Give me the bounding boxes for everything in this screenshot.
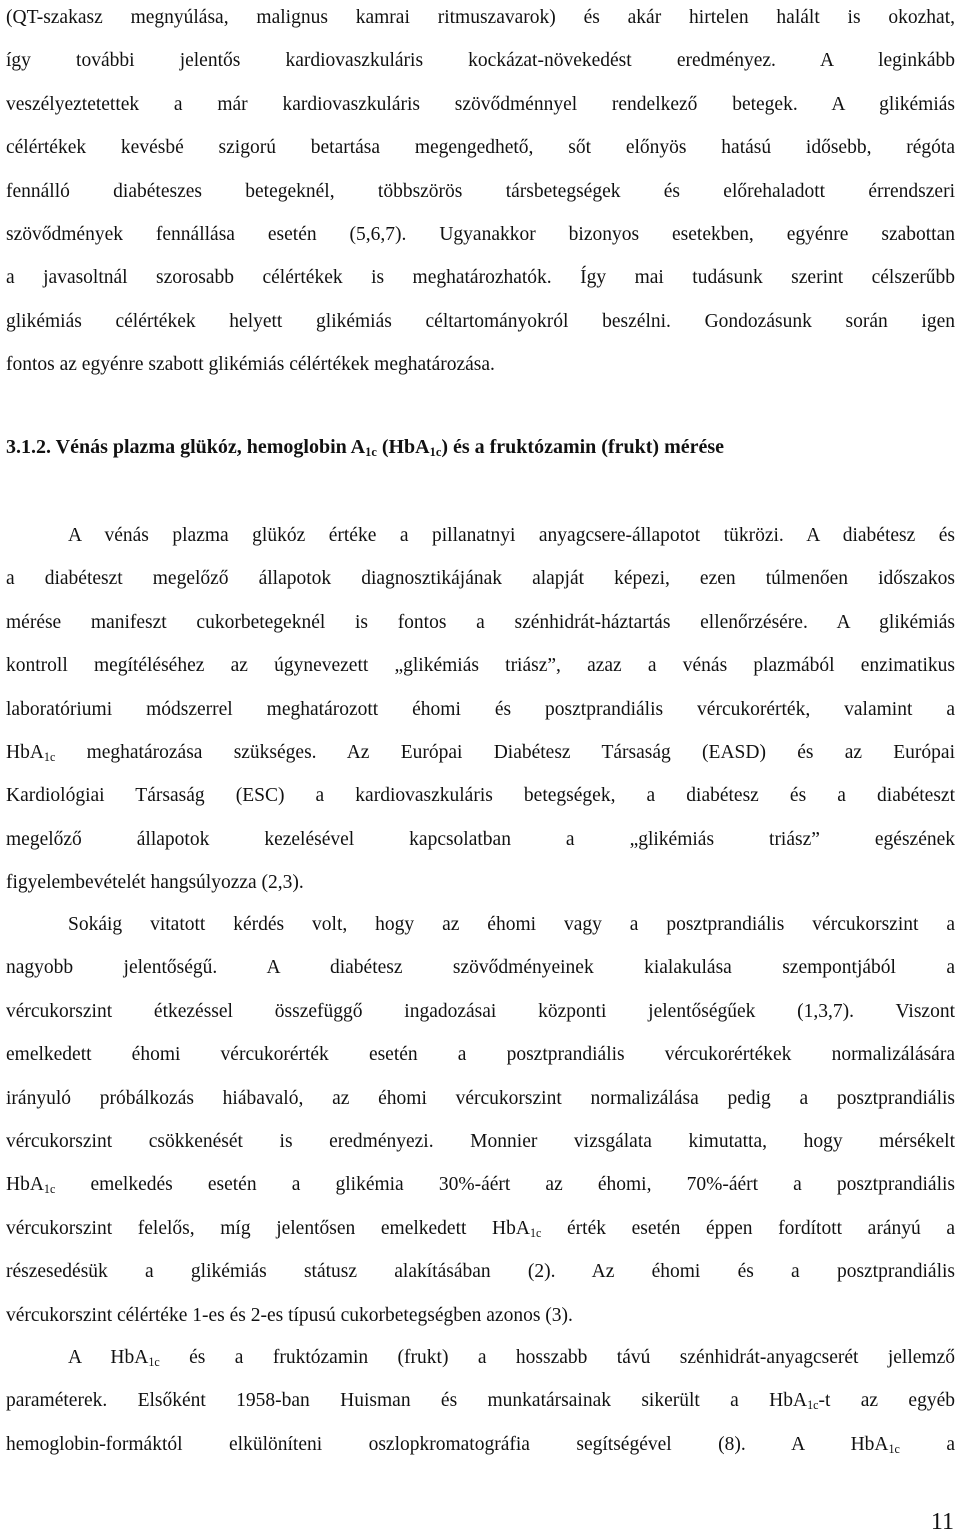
text-line: irányuló próbálkozás hiábavaló, az éhomi vércukorszint normalizálása pedig a posztprandiális <box>6 1087 955 1109</box>
text-line: Sokáig vitatott kérdés volt, hogy az éhomi vagy a posztprandiális vércukorszint a <box>68 914 955 935</box>
text-line: paraméterek. Elsőként 1958-ban Huisman és munkatársainak sikerült a HbA$_{1c}$-t az egyéb <box>6 1390 955 1413</box>
text-line: szövődmények fennállása esetén (5,6,7). Ugyanakkor bizonyos esetekben, egyénre szabottan <box>6 223 955 245</box>
section-number: 3.1.2. <box>6 436 51 458</box>
text-line: hemoglobin-formáktól elkülöníteni oszlopkromatográfia segítségével (8). A HbA$_{1c}$ a <box>6 1433 955 1456</box>
text-line: laboratóriumi módszerrel meghatározott éhomi és posztprandiális vércukorérték, valamint a <box>6 698 955 720</box>
text-line: megelőző állapotok kezelésével kapcsolatban a „glikémiás triász” egészének <box>6 828 955 850</box>
paragraph-2 <box>6 514 955 905</box>
text-line: Kardiológiai Társaság (ESC) a kardiovaszkuláris betegségek, a diabétesz és a diabéteszt <box>6 785 955 807</box>
text-line: emelkedett éhomi vércukorérték esetén a posztprandiális vércukorértékek normalizálására <box>6 1044 955 1066</box>
text-line: A HbA$_{1c}$ és a fruktózamin (frukt) a hosszabb távú szénhidrát-anyagcserét jellemző <box>68 1347 955 1370</box>
text-line: HbA$_{1c}$ meghatározása szükséges. Az Európai Diabétesz Társaság (EASD) és az Európai <box>6 741 955 764</box>
text-line: fontos az egyénre szabott glikémiás célértékek meghatározása. <box>6 354 495 376</box>
text-line: A vénás plazma glükóz értéke a pillanatnyi anyagcsere-állapotot tükrözi. A diabétesz és <box>68 525 955 546</box>
text-line: figyelembevételét hangsúlyozza (2,3). <box>6 872 304 894</box>
section-title: Vénás plazma glükóz, hemoglobin $A_{1c}$ (HbA$_{1c}$) és a fruktózamin (frukt) mérése <box>55 436 725 460</box>
text-line: glikémiás célértékek helyett glikémiás céltartományokról beszélni. Gondozásunk során igen <box>6 310 955 332</box>
text-line: a javasoltnál szorosabb célértékek is meghatározhatók. Így mai tudásunk szerint célszerűbb <box>6 267 955 289</box>
text-line: kontroll megítéléséhez az úgynevezett „glikémiás triász”, azaz a vénás plazmából enzimatikus <box>6 655 955 677</box>
text-line: így további jelentős kardiovaszkuláris kockázat-növekedést eredményez. A leginkább <box>6 50 955 72</box>
text-line: fennálló diabéteszes betegeknél, többszörös társbetegségek és előrehaladott érrendszeri <box>6 180 955 202</box>
text-line: vércukorszint étkezéssel összefüggő ingadozásai központi jelentőségűek (1,3,7). Viszont <box>6 1000 955 1022</box>
text-line: nagyobb jelentőségű. A diabétesz szövődményeinek kialakulása szempontjából a <box>6 957 955 979</box>
text-line: vércukorszint csökkenését is eredményezi. Monnier vizsgálata kimutatta, hogy mérsékelt <box>6 1130 955 1152</box>
page-number: 11 <box>930 1509 954 1535</box>
text-line: HbA$_{1c}$ emelkedés esetén a glikémia 30%-áért az éhomi, 70%-áért a posztprandiális <box>6 1174 955 1197</box>
paragraph-3 <box>6 903 955 1337</box>
text-line: a diabéteszt megelőző állapotok diagnosztikájának alapját képezi, ezen túlmenően időszakos <box>6 568 955 590</box>
text-line: veszélyeztetettek a már kardiovaszkuláris szövődménnyel rendelkező betegek. A glikémiás <box>6 93 955 115</box>
text-line: célértékek kevésbé szigorú betartása megengedhető, sőt előnyös hatású idősebb, régóta <box>6 137 955 159</box>
paragraph-1 <box>6 0 955 387</box>
text-line: (QT-szakasz megnyúlása, malignus kamrai ritmuszavarok) és akár hirtelen halált is okozhat, <box>6 7 955 28</box>
text-line: mérése manifeszt cukorbetegeknél is fontos a szénhidrát-háztartás ellenőrzésére. A glikémiás <box>6 611 955 633</box>
section-heading <box>6 425 955 469</box>
paragraph-4 <box>6 1336 955 1466</box>
text-line: részesedésük a glikémiás státusz alakításában (2). Az éhomi és a posztprandiális <box>6 1261 955 1283</box>
text-line: vércukorszint felelős, míg jelentősen emelkedett HbA$_{1c}$ érték esetén éppen fordított arányú a <box>6 1217 956 1240</box>
text-line: vércukorszint célértéke 1-es és 2-es típusú cukorbetegségben azonos (3). <box>6 1304 573 1326</box>
